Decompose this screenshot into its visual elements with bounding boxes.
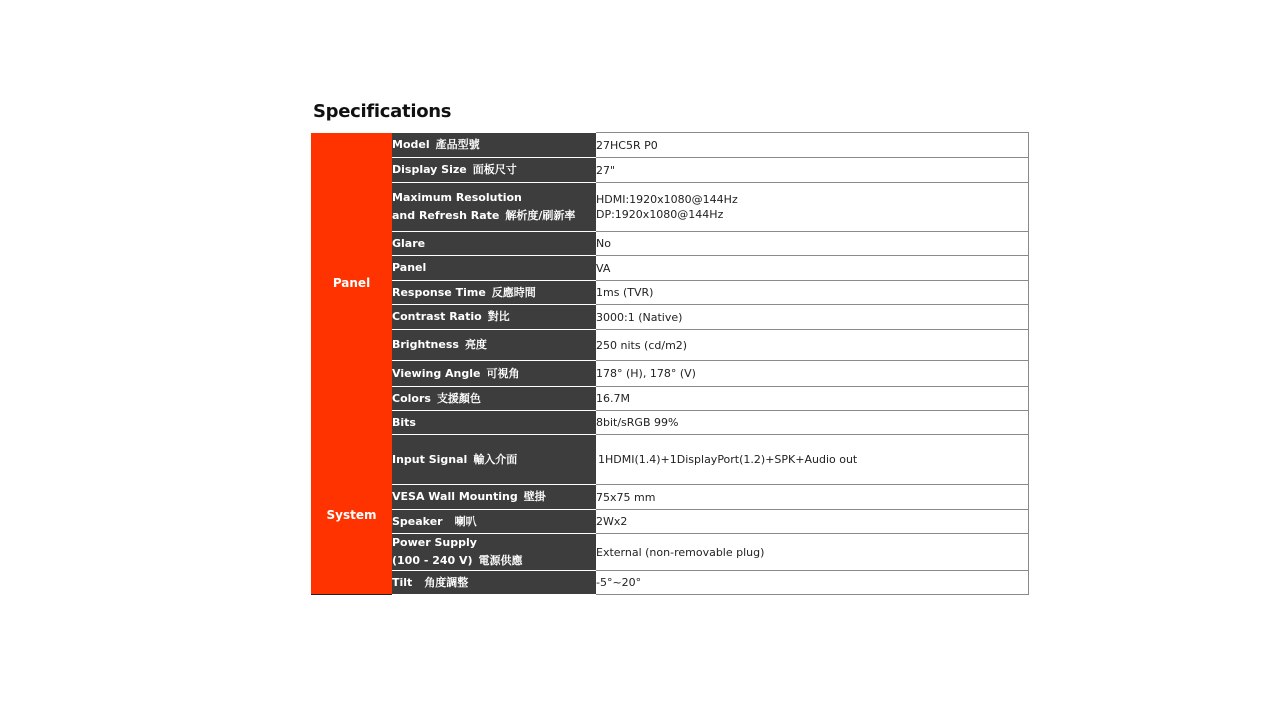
table-row [311, 485, 1028, 510]
spec-label: Tilt 角度調整 [392, 571, 596, 595]
section-label-system: System [311, 435, 392, 595]
table-row [311, 571, 1028, 595]
spec-value: No [596, 232, 1028, 256]
spec-label: Input Signal 輸入介面 [392, 435, 596, 485]
spec-label: Speaker 喇叭 [392, 510, 596, 534]
table-row [311, 305, 1028, 330]
spec-value: 16.7M [596, 387, 1028, 411]
spec-value: 8bit/sRGB 99% [596, 411, 1028, 435]
spec-value: 27HC5R P0 [596, 133, 1028, 158]
table-row [311, 435, 1028, 485]
spec-value: 27" [596, 158, 1028, 183]
spec-label: Panel [392, 256, 596, 281]
spec-label: VESA Wall Mounting 壁掛 [392, 485, 596, 510]
table-row [311, 256, 1028, 281]
spec-value: External (non-removable plug) [596, 534, 1028, 571]
spec-value: 1ms (TVR) [596, 281, 1028, 305]
section-label-panel: Panel [311, 133, 392, 435]
spec-label: Maximum Resolution and Refresh Rate 解析度/刷新率 [392, 183, 596, 232]
table-row [311, 387, 1028, 411]
spec-value: 75x75 mm [596, 485, 1028, 510]
spec-value: 250 nits (cd/m2) [596, 330, 1028, 361]
spec-label: Colors 支援顏色 [392, 387, 596, 411]
spec-value: 1HDMI(1.4)+1DisplayPort(1.2)+SPK+Audio out [596, 435, 1028, 485]
spec-value: VA [596, 256, 1028, 281]
table-row [311, 330, 1028, 361]
page-title: Specifications [313, 101, 452, 122]
table-row [311, 534, 1028, 571]
table-row [311, 510, 1028, 534]
spec-value: -5°~20° [596, 571, 1028, 595]
specifications-table [311, 132, 1029, 595]
spec-label: Brightness 亮度 [392, 330, 596, 361]
table-row [311, 183, 1028, 232]
table-row [311, 232, 1028, 256]
spec-label: Display Size 面板尺寸 [392, 158, 596, 183]
table-row [311, 361, 1028, 387]
spec-label: Power Supply (100 - 240 V) 電源供應 [392, 534, 596, 571]
spec-value: 178° (H), 178° (V) [596, 361, 1028, 387]
spec-value: 3000:1 (Native) [596, 305, 1028, 330]
table-row [311, 281, 1028, 305]
spec-label: Glare [392, 232, 596, 256]
spec-label: Bits [392, 411, 596, 435]
spec-label: Model 產品型號 [392, 133, 596, 158]
spec-label: Contrast Ratio 對比 [392, 305, 596, 330]
table-row [311, 158, 1028, 183]
table-row [311, 133, 1028, 158]
spec-value: HDMI:1920x1080@144Hz DP:1920x1080@144Hz [596, 183, 1028, 232]
spec-value: 2Wx2 [596, 510, 1028, 534]
table-row [311, 411, 1028, 435]
spec-label: Viewing Angle 可視角 [392, 361, 596, 387]
spec-label: Response Time 反應時間 [392, 281, 596, 305]
